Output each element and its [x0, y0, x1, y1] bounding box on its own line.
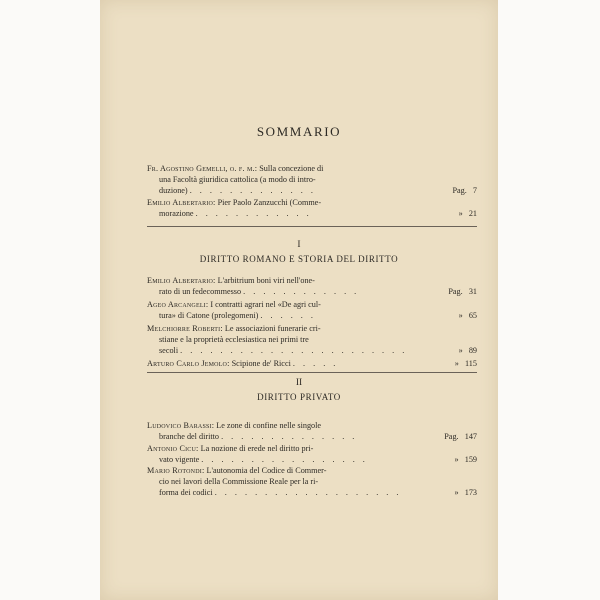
leader-dots: . . . . . . . . . . . .	[243, 287, 360, 296]
page-title: SOMMARIO	[256, 124, 342, 139]
entry-text: secoli	[159, 346, 179, 355]
section-number: I	[297, 240, 301, 250]
entry-author: Ageo Arcangeli:	[147, 300, 209, 309]
book-page	[100, 0, 498, 600]
toc-entry	[147, 420, 477, 442]
toc-entry	[147, 299, 477, 321]
entry-text: La nozione di erede nel diritto pri-	[200, 444, 314, 453]
entry-text: cio nei lavori della Commissione Reale per la ri-	[159, 477, 319, 486]
entry-author: Ludovico Barassi:	[147, 421, 215, 430]
page-reference: » 89	[458, 346, 477, 355]
toc-entry	[147, 443, 477, 465]
entry-text: rato di un fedecommesso	[159, 287, 242, 296]
page-reference: Pag. 31	[448, 287, 477, 296]
toc-entry	[147, 465, 477, 498]
entry-author: Mario Rotondi:	[147, 466, 205, 475]
toc-entry	[147, 197, 477, 219]
page-reference: Pag. 7	[452, 186, 477, 195]
leader-dots: . . . . . . . . . . . . . . . . .	[201, 455, 368, 464]
entry-text: Sulla concezione di	[259, 164, 324, 173]
entry-text: I contratti agrari nel «De agri cul-	[210, 300, 321, 309]
entry-author: Emilio Albertario:	[147, 276, 216, 285]
entry-text: duzione)	[159, 186, 188, 195]
leader-dots: . . . . . . . . . . . . . . . . . . . . . . .	[180, 346, 408, 355]
entry-text: stiane e la proprietà ecclesiastica nei primi tre	[159, 335, 309, 344]
page-reference: » 115	[454, 359, 477, 368]
toc-entry	[147, 275, 477, 297]
entry-text: Pier Paolo Zanzucchi (Comme-	[217, 198, 322, 207]
leader-dots: . . . . . . . . . . . . . . . . . . .	[214, 488, 402, 497]
entry-text: Le associazioni funerarie cri-	[224, 324, 321, 333]
leader-dots: . . . . . . . . . . . . . .	[221, 432, 358, 441]
page-reference: » 173	[454, 488, 477, 497]
leader-dots: . . . . . . . . . . . .	[195, 209, 312, 218]
divider	[147, 372, 477, 373]
section-title: DIRITTO ROMANO E STORIA DEL DIRITTO	[199, 254, 399, 264]
entry-author: Arturo Carlo Jemolo:	[147, 359, 230, 368]
entry-author: Emilio Albertario:	[147, 198, 216, 207]
entry-text: Scipione de' Ricci	[231, 359, 291, 368]
entry-author: Fr. Agostino Gemelli, o. f. m.:	[147, 164, 258, 173]
leader-dots: . . . . . .	[260, 311, 316, 320]
divider	[147, 226, 477, 227]
entry-author: Antonio Cicu:	[147, 444, 199, 453]
toc-entry	[147, 163, 477, 196]
entry-text: forma dei codici	[159, 488, 213, 497]
leader-dots: . . . . .	[292, 359, 339, 368]
entry-text: L'autonomia del Codice di Commer-	[206, 466, 327, 475]
section-title: DIRITTO PRIVATO	[257, 392, 341, 402]
toc-entry	[147, 358, 477, 369]
entry-author: Melchiorre Roberti:	[147, 324, 223, 333]
entry-text: morazione	[159, 209, 194, 218]
entry-text: vato vigente	[159, 455, 200, 464]
entry-text: L'arbitrium boni viri nell'one-	[217, 276, 315, 285]
entry-text: una Facoltà giuridica cattolica (a modo di intro-	[159, 175, 316, 184]
entry-text: tura» di Catone (prolegomeni)	[159, 311, 259, 320]
page-reference: » 21	[458, 209, 477, 218]
page-reference: » 65	[458, 311, 477, 320]
toc-entry	[147, 323, 477, 356]
leader-dots: . . . . . . . . . . . . .	[189, 186, 316, 195]
section-number: II	[295, 378, 303, 388]
entry-text: branche del diritto	[159, 432, 220, 441]
page-reference: » 159	[454, 455, 477, 464]
page-reference: Pag. 147	[444, 432, 477, 441]
entry-text: Le zone di confine nelle singole	[216, 421, 322, 430]
